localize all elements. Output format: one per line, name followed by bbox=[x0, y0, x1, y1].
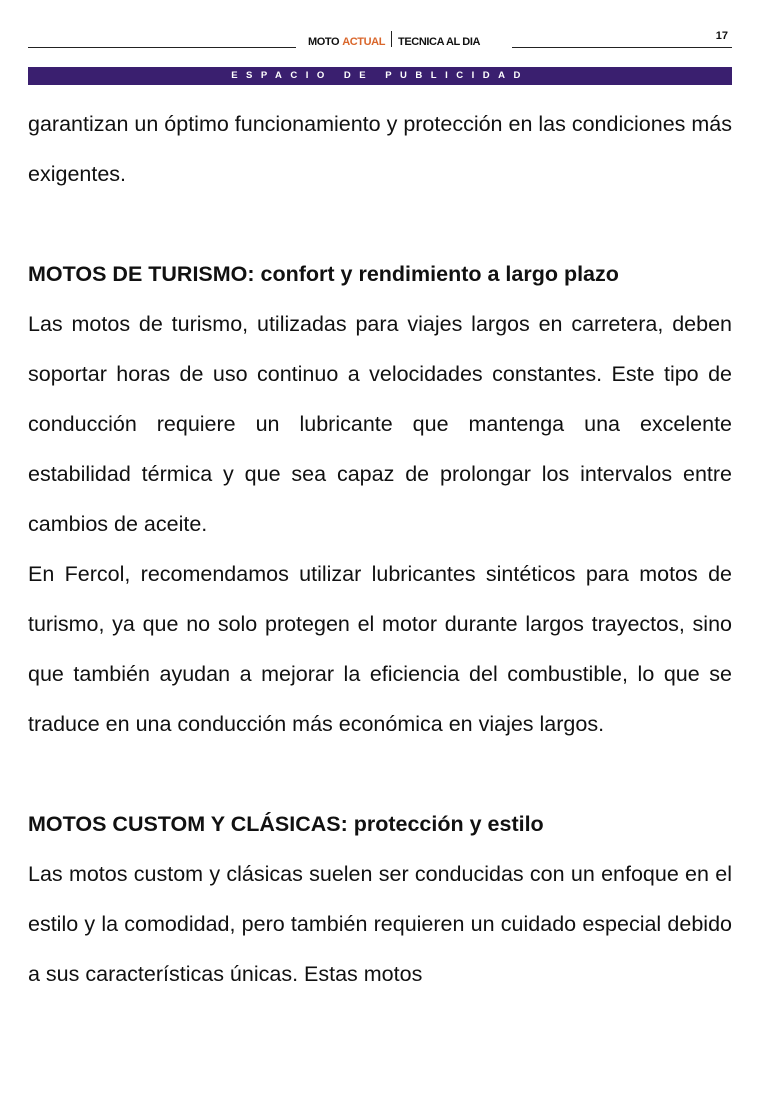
masthead-divider bbox=[391, 31, 392, 47]
section-heading-custom: MOTOS CUSTOM Y CLÁSICAS: protección y estilo bbox=[28, 812, 544, 836]
header-rule-left bbox=[28, 47, 296, 48]
page-number: 17 bbox=[715, 30, 728, 42]
custom-paragraph-1: Las motos custom y clásicas suelen ser conducidas con un enfoque en el estilo y la comodidad, pero también requieren un cuidado especial debido a sus características únicas. Estas motos bbox=[28, 862, 732, 986]
advertising-band: ESPACIO DE PUBLICIDAD bbox=[28, 67, 732, 85]
section-name: TECNICA AL DIA bbox=[398, 36, 481, 48]
article-body bbox=[28, 99, 732, 999]
brand-moto: MOTO bbox=[308, 36, 340, 48]
touring-paragraph-1: Las motos de turismo, utilizadas para viajes largos en carretera, deben soportar horas de uso continuo a velocidades constantes. Este tipo de conducción requiere un lubricante que mantenga una excelente estabilidad térmica y que sea capaz de prolongar los intervalos entre cambios de aceite. bbox=[28, 312, 732, 536]
spacer bbox=[28, 199, 732, 249]
intro-paragraph: garantizan un óptimo funcionamiento y protección en las condiciones más exigentes. bbox=[28, 112, 732, 186]
page-header bbox=[28, 0, 732, 52]
brand-actual: ACTUAL bbox=[342, 36, 386, 48]
header-rule-right bbox=[512, 47, 732, 48]
masthead bbox=[308, 34, 480, 50]
section-heading-touring: MOTOS DE TURISMO: confort y rendimiento a largo plazo bbox=[28, 262, 619, 286]
spacer bbox=[28, 749, 732, 799]
touring-paragraph-2: En Fercol, recomendamos utilizar lubricantes sintéticos para motos de turismo, ya que no solo protegen el motor durante largos trayectos, sino que también ayudan a mejorar la eficiencia del combustible, lo que se traduce en una conducción más económica en viajes largos. bbox=[28, 562, 732, 736]
